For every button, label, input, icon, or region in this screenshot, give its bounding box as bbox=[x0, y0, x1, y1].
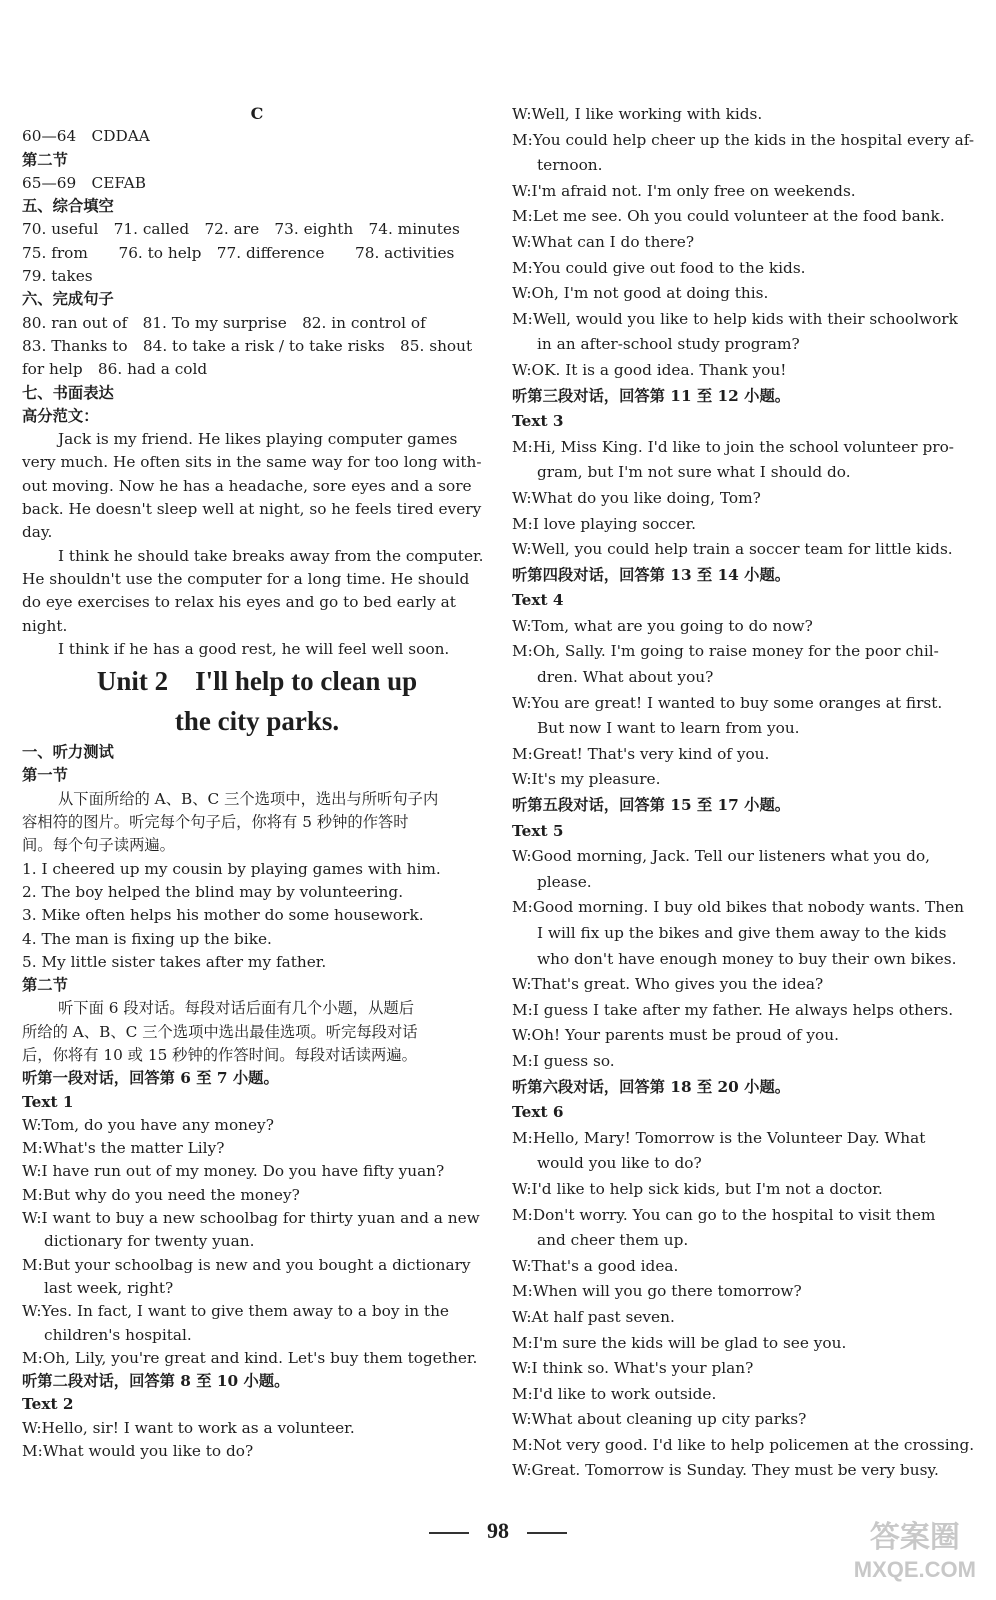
text-line: 65—69 CEFAB bbox=[22, 173, 146, 192]
text-line: last week, right? bbox=[44, 1278, 174, 1297]
text-line: W:Hello, sir! I want to work as a volunteer. bbox=[22, 1418, 355, 1437]
text-line: W:OK. It is a good idea. Thank you! bbox=[512, 360, 787, 379]
section-heading: Text 6 bbox=[512, 1103, 564, 1122]
text-line: W:What do you like doing, Tom? bbox=[512, 488, 761, 507]
section-heading: 听第二段对话，回答第 8 至 10 小题。 bbox=[22, 1372, 290, 1391]
text-line: W:Tom, do you have any money? bbox=[22, 1115, 274, 1134]
section-heading: 听第三段对话，回答第 11 至 12 小题。 bbox=[512, 386, 791, 405]
section-heading: 听第一段对话，回答第 6 至 7 小题。 bbox=[22, 1069, 279, 1088]
text-line: night. bbox=[22, 616, 68, 635]
text-line: who don't have enough money to buy their own bikes. bbox=[537, 949, 957, 968]
text-line: 后，你将有 10 或 15 秒钟的作答时间。每段对话读两遍。 bbox=[22, 1045, 417, 1064]
text-line: 1. I cheered up my cousin by playing games with him. bbox=[22, 859, 441, 878]
text-line: M:I'd like to work outside. bbox=[512, 1384, 717, 1403]
text-line: ternoon. bbox=[537, 156, 603, 175]
text-line: W:What can I do there? bbox=[512, 232, 695, 251]
text-line: please. bbox=[537, 872, 592, 891]
text-line: W:Well, I like working with kids. bbox=[512, 105, 763, 123]
text-line: M:You could give out food to the kids. bbox=[512, 258, 806, 277]
text-line: W:At half past seven. bbox=[512, 1307, 675, 1326]
text-line: M:Let me see. Oh you could volunteer at the food bank. bbox=[512, 207, 945, 226]
text-line: 83. Thanks to 84. to take a risk / to take risks 85. shout bbox=[22, 336, 473, 355]
section-heading: Text 3 bbox=[512, 412, 564, 431]
text-line: M:What would you like to do? bbox=[22, 1442, 254, 1461]
text-line: and cheer them up. bbox=[537, 1231, 689, 1250]
watermark-logo bbox=[854, 1522, 976, 1586]
text-line: M:Don't worry. You can go to the hospital to visit them bbox=[512, 1205, 936, 1224]
text-line: Jack is my friend. He likes playing computer games bbox=[58, 430, 458, 449]
text-line: 75. from 76. to help 77. difference 78. activities bbox=[22, 243, 455, 262]
text-line: W:It's my pleasure. bbox=[512, 770, 661, 789]
unit-title: the city parks. bbox=[174, 706, 340, 737]
text-line: W:I want to buy a new schoolbag for thirty yuan and a new bbox=[22, 1209, 480, 1228]
text-line: W:Yes. In fact, I want to give them away to a boy in the bbox=[22, 1302, 449, 1321]
text-line: 听下面 6 段对话。每段对话后面有几个小题，从题后 bbox=[58, 999, 414, 1018]
section-heading: Text 2 bbox=[22, 1395, 74, 1414]
text-line: He shouldn't use the computer for a long time. He should bbox=[22, 569, 470, 588]
text-line: for help 86. had a cold bbox=[22, 360, 208, 379]
text-line: 5. My little sister takes after my father. bbox=[22, 952, 327, 971]
text-line: M:I'm sure the kids will be glad to see you. bbox=[512, 1333, 847, 1352]
section-heading: 听第四段对话，回答第 13 至 14 小题。 bbox=[512, 565, 791, 584]
text-line: M:What's the matter Lily? bbox=[22, 1139, 225, 1158]
page-number bbox=[0, 1518, 996, 1544]
section-heading: 第二节 bbox=[22, 150, 68, 169]
text-line: 80. ran out of 81. To my surprise 82. in control of bbox=[22, 313, 426, 332]
text-line: M:Great! That's very kind of you. bbox=[512, 744, 770, 763]
section-heading: 第二节 bbox=[22, 976, 68, 995]
text-line: M:Good morning. I buy old bikes that nobody wants. Then bbox=[512, 898, 965, 917]
text-line: M:Oh, Sally. I'm going to raise money for the poor chil- bbox=[512, 642, 939, 661]
text-line: M:I guess I take after my father. He always helps others. bbox=[512, 1000, 954, 1019]
text-line: M:I guess so. bbox=[512, 1051, 615, 1070]
text-line: M:But your schoolbag is new and you bought a dictionary bbox=[22, 1255, 471, 1274]
text-line: day. bbox=[22, 523, 53, 542]
text-line: do eye exercises to relax his eyes and go to bed early at bbox=[22, 593, 456, 612]
text-line: M:When will you go there tomorrow? bbox=[512, 1282, 802, 1301]
text-line: gram, but I'm not sure what I should do. bbox=[537, 463, 851, 482]
text-line: M:But why do you need the money? bbox=[22, 1185, 300, 1204]
section-heading: 五、综合填空 bbox=[22, 197, 114, 216]
text-line: 所给的 A、B、C 三个选项中选出最佳选项。听完每段对话 bbox=[22, 1022, 418, 1041]
section-heading: 一、听力测试 bbox=[22, 743, 114, 762]
unit-title: Unit 2 I'll help to clean up bbox=[96, 666, 418, 697]
text-line: children's hospital. bbox=[44, 1325, 192, 1344]
text-line: W:Great. Tomorrow is Sunday. They must be very busy. bbox=[512, 1461, 939, 1480]
right-column bbox=[512, 102, 974, 1484]
text-line: W:I think so. What's your plan? bbox=[512, 1359, 754, 1378]
text-line: out moving. Now he has a headache, sore eyes and a sore bbox=[22, 476, 472, 495]
section-heading: Text 4 bbox=[512, 591, 564, 610]
text-line: would you like to do? bbox=[537, 1154, 702, 1173]
text-line: W:Well, you could help train a soccer team for little kids. bbox=[512, 540, 953, 559]
text-line: W:I'd like to help sick kids, but I'm not a doctor. bbox=[512, 1179, 883, 1198]
text-line: W:I have run out of my money. Do you have fifty yuan? bbox=[22, 1162, 445, 1181]
text-line: 2. The boy helped the blind may by volunteering. bbox=[22, 882, 404, 901]
section-heading: 第一节 bbox=[22, 766, 68, 785]
text-line: in an after-school study program? bbox=[537, 335, 800, 354]
text-line: back. He doesn't sleep well at night, so he feels tired every bbox=[22, 500, 482, 519]
text-line: 70. useful 71. called 72. are 73. eighth 74. minutes bbox=[22, 220, 460, 239]
text-line: 容相符的图片。听完每个句子后，你将有 5 秒钟的作答时 bbox=[22, 813, 409, 832]
left-column bbox=[22, 102, 492, 1463]
text-line: M:Hi, Miss King. I'd like to join the school volunteer pro- bbox=[512, 437, 954, 456]
text-line: 3. Mike often helps his mother do some housework. bbox=[22, 906, 424, 925]
text-line: W:You are great! I wanted to buy some oranges at first. bbox=[512, 693, 943, 712]
text-line: 60—64 CDDAA bbox=[22, 127, 150, 146]
text-line: M:You could help cheer up the kids in the hospital every af- bbox=[512, 130, 975, 149]
text-line: 从下面所给的 A、B、C 三个选项中，选出与所听句子内 bbox=[58, 789, 439, 808]
text-line: M:Not very good. I'd like to help policemen at the crossing. bbox=[512, 1435, 975, 1454]
text-line: very much. He often sits in the same way for too long with- bbox=[22, 453, 482, 472]
section-heading: 七、书面表达 bbox=[22, 383, 114, 402]
section-heading: 听第五段对话，回答第 15 至 17 小题。 bbox=[512, 796, 791, 815]
text-line: I think if he has a good rest, he will feel well soon. bbox=[58, 639, 450, 658]
text-line: 79. takes bbox=[22, 267, 93, 286]
text-line: M:Well, would you like to help kids with their schoolwork bbox=[512, 309, 958, 328]
text-line: 间。每个句子读两遍。 bbox=[22, 836, 175, 855]
section-heading: Text 5 bbox=[512, 821, 564, 840]
text-line: C bbox=[250, 104, 264, 123]
section-heading: 六、完成句子 bbox=[22, 290, 114, 309]
text-line: 4. The man is fixing up the bike. bbox=[22, 929, 272, 948]
text-line: W:Tom, what are you going to do now? bbox=[512, 616, 813, 635]
text-line: dren. What about you? bbox=[537, 668, 714, 687]
section-heading: 高分范文： bbox=[22, 406, 99, 425]
section-heading: 听第六段对话，回答第 18 至 20 小题。 bbox=[512, 1077, 791, 1096]
text-line: W:Oh! Your parents must be proud of you. bbox=[512, 1026, 839, 1045]
text-line: I will fix up the bikes and give them away to the kids bbox=[537, 924, 947, 942]
text-line: W:That's a good idea. bbox=[512, 1256, 679, 1275]
text-line: dictionary for twenty yuan. bbox=[44, 1232, 255, 1251]
page-number-text: 98 bbox=[487, 1518, 509, 1543]
text-line: I think he should take breaks away from the computer. bbox=[58, 546, 484, 565]
section-heading: Text 1 bbox=[22, 1092, 74, 1111]
text-line: M:I love playing soccer. bbox=[512, 514, 696, 533]
text-line: But now I want to learn from you. bbox=[537, 719, 800, 738]
text-line: M:Hello, Mary! Tomorrow is the Volunteer Day. What bbox=[512, 1128, 926, 1147]
text-line: W:Good morning, Jack. Tell our listeners what you do, bbox=[512, 847, 931, 866]
watermark-line1: 答案圈 bbox=[869, 1521, 960, 1554]
text-line: W:That's great. Who gives you the idea? bbox=[512, 975, 824, 994]
text-line: W:What about cleaning up city parks? bbox=[512, 1410, 807, 1429]
text-line: W:Oh, I'm not good at doing this. bbox=[512, 284, 769, 303]
watermark-line2: MXQE.COM bbox=[853, 1557, 976, 1582]
text-line: M:Oh, Lily, you're great and kind. Let's buy them together. bbox=[22, 1348, 478, 1367]
text-line: W:I'm afraid not. I'm only free on weekends. bbox=[512, 181, 856, 200]
